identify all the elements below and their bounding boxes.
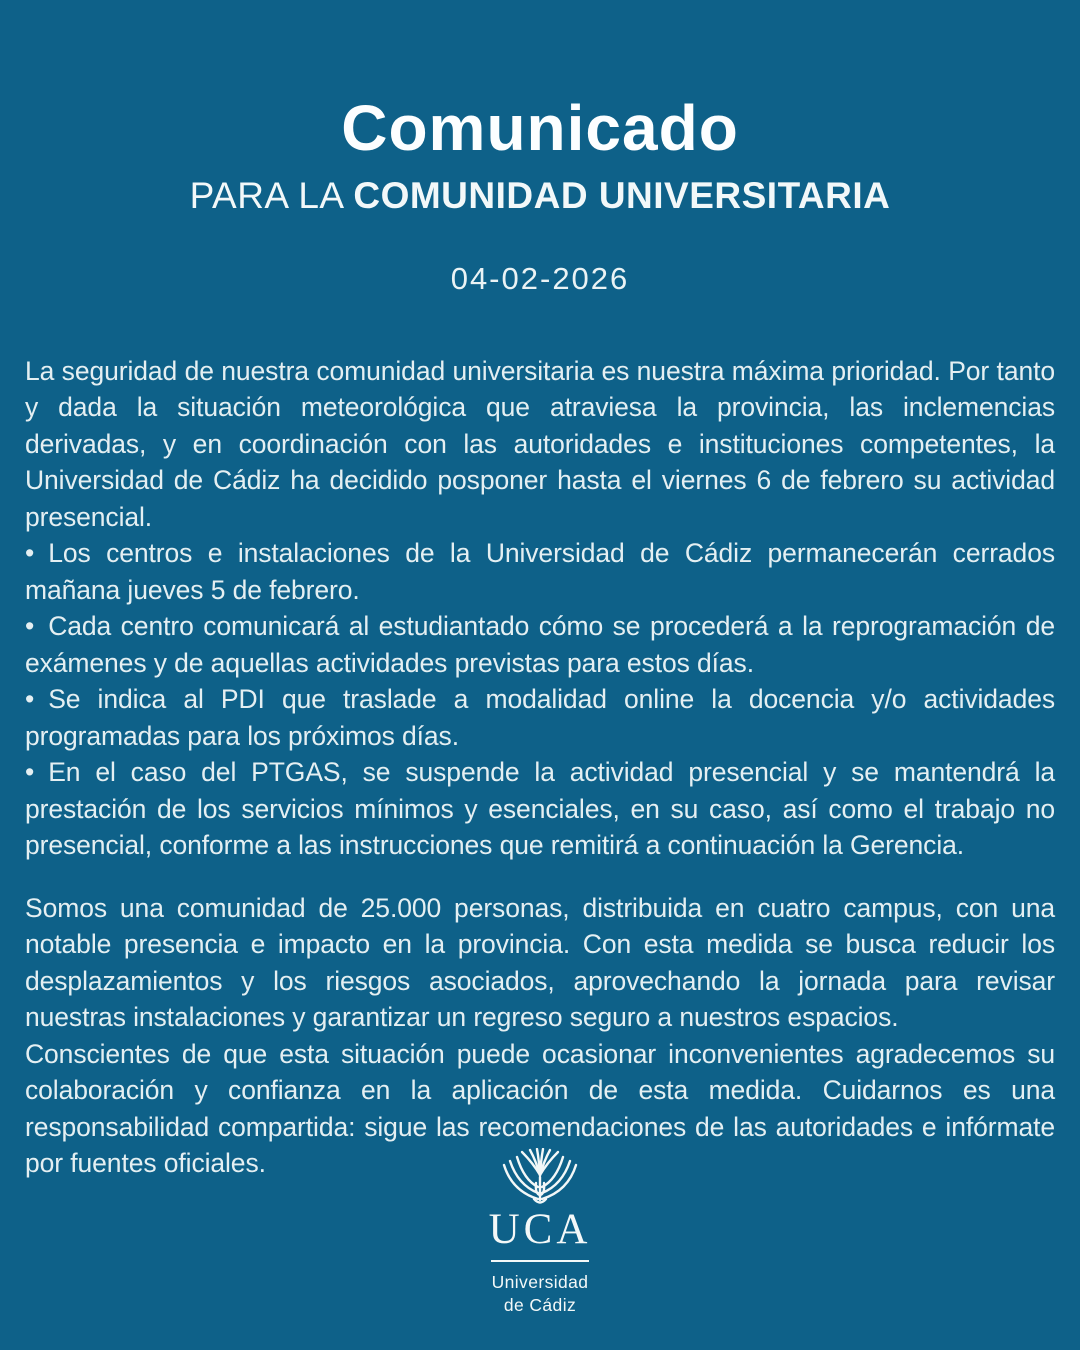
institution-line-2: de Cádiz	[503, 1294, 577, 1315]
list-item-text: En el caso del PTGAS, se suspende la actividad presencial y se mantendrá la prestación de los servicios mínimos y esenciales, en su caso, así como el trabajo no presencial, conforme a las instrucciones que remitirá a continuación la Gerencia.	[25, 757, 1055, 861]
list-item	[25, 535, 1055, 608]
page-title: Comunicado	[341, 92, 739, 164]
bullet-icon: •	[25, 611, 35, 642]
institution-name	[0, 1271, 1080, 1316]
list-item-text: Cada centro comunicará al estudiantado cómo se procederá a la reprogramación de exámenes y de aquellas actividades previstas para estos días.	[25, 611, 1055, 678]
bullet-icon: •	[25, 684, 35, 715]
logo-divider	[491, 1260, 589, 1262]
bullet-icon: •	[25, 538, 35, 569]
poster-header	[0, 0, 1080, 297]
uca-palm-icon	[501, 1148, 579, 1206]
list-item	[25, 754, 1055, 864]
subtitle-prefix: PARA LA	[189, 175, 354, 216]
bullet-icon: •	[25, 757, 35, 788]
announcement-body	[25, 353, 1055, 1182]
subtitle	[0, 176, 1080, 217]
list-item	[25, 681, 1055, 754]
list-item	[25, 608, 1055, 681]
list-item-text: Se indica al PDI que traslade a modalidad online la docencia y/o actividades programadas para los próximos días.	[25, 684, 1055, 751]
uca-acronym: UCA	[488, 1206, 592, 1254]
community-paragraph: Somos una comunidad de 25.000 personas, distribuida en cuatro campus, con una notable presencia e impacto en la provincia. Con esta medida se busca reducir los desplazamientos y los riesgos asociados, aprovechando la jornada para revisar nuestras instalaciones y garantizar un regreso seguro a nuestros espacios.	[25, 892, 1055, 1033]
subtitle-emphasis: COMUNIDAD UNIVERSITARIA	[353, 175, 891, 216]
closing-paragraph: Conscientes de que esta situación puede ocasionar inconvenientes agradecemos su colaboración y confianza en la aplicación de esta medida. Cuidarnos es una responsabilidad compartida: sigue las recomendaciones de las autoridades e infórmate por fuentes oficiales.	[25, 1038, 1055, 1179]
uca-logo	[0, 1148, 1080, 1316]
bullet-list	[25, 535, 1055, 864]
institution-line-1: Universidad	[491, 1272, 589, 1293]
date-text: 04-02-2026	[450, 260, 630, 296]
intro-paragraph: La seguridad de nuestra comunidad universitaria es nuestra máxima prioridad. Por tanto y dada la situación meteorológica que atraviesa la provincia, las inclemencias derivadas, y en coordinación con las autoridades e instituciones competentes, la Universidad de Cádiz ha decidido posponer hasta el viernes 6 de febrero su actividad presencial.	[25, 355, 1055, 532]
list-item-text: Los centros e instalaciones de la Universidad de Cádiz permanecerán cerrados mañana jueves 5 de febrero.	[25, 538, 1055, 605]
